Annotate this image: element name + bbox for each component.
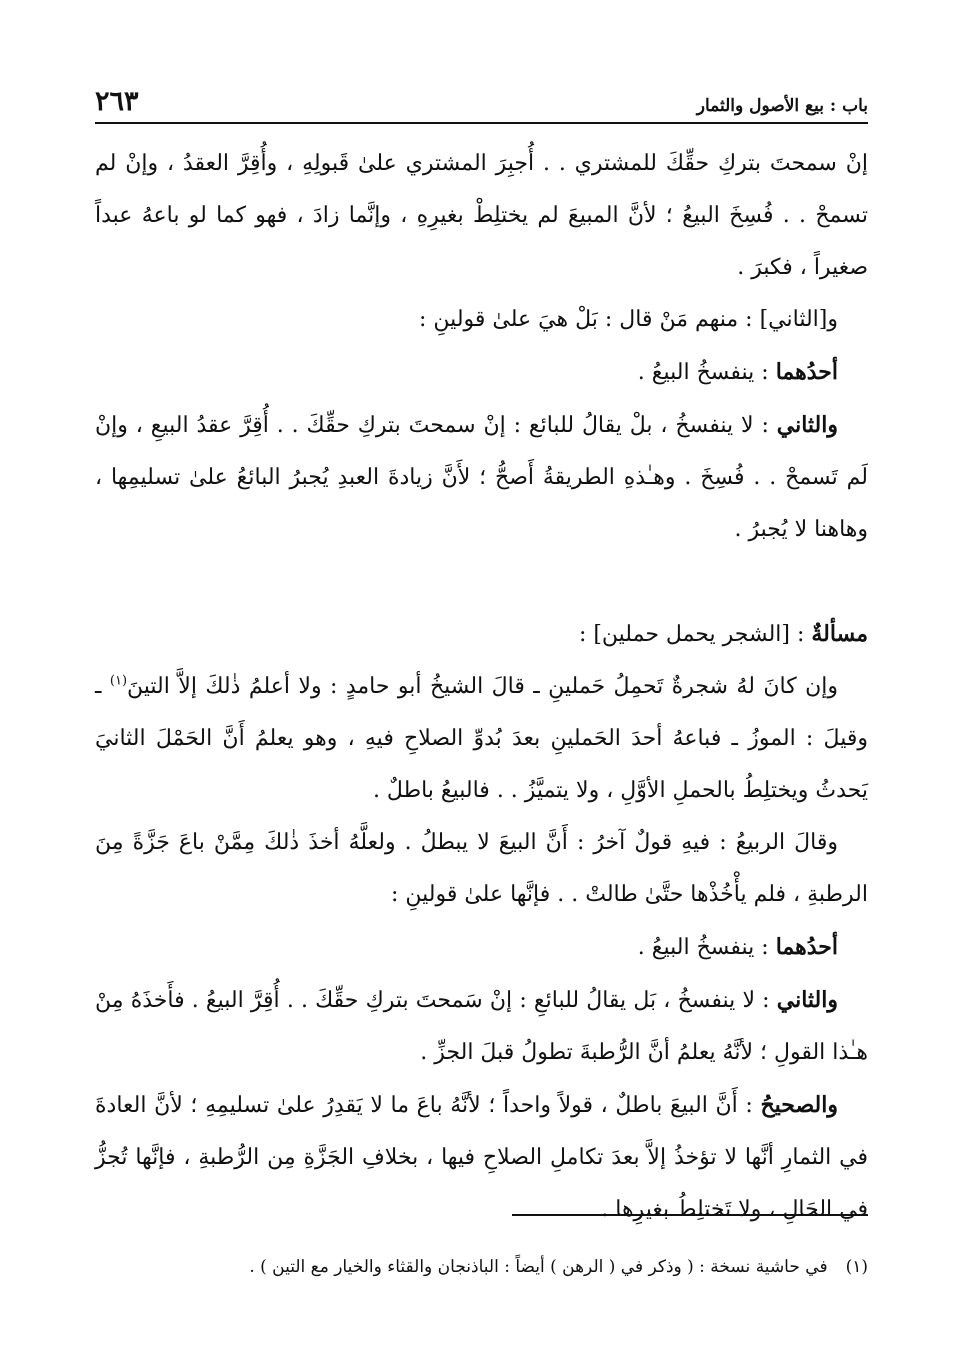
paragraph-lead: أحدُهما: [775, 359, 838, 385]
paragraph-text: و[الثاني] : منهم مَنْ قال : بَلْ هيَ علىٰ قولينِ :: [419, 307, 838, 332]
footnote-text: في حاشية نسخة : ( وذكر في ( الرهن ) أيضاً : الباذنجان والقثاء والخيار مع التين ) .: [249, 1257, 828, 1277]
paragraph-text: : [الشجر يحمل حملين] :: [578, 622, 812, 647]
paragraph: [95, 974, 868, 1079]
footnote-number: (١): [845, 1257, 868, 1277]
paragraph: [95, 1079, 868, 1236]
running-header: [95, 86, 868, 124]
paragraph-lead: مسألةٌ: [811, 621, 868, 647]
paragraph: [95, 138, 868, 294]
section-heading: [95, 608, 868, 661]
paragraph: [95, 294, 868, 346]
paragraph-text: : ينفسخُ البيعُ .: [637, 360, 776, 385]
paragraph: [95, 661, 868, 817]
footnote-reference[interactable]: (١): [109, 673, 128, 689]
chapter-title: باب : بيع الأصول والثمار: [696, 96, 868, 116]
paragraph-lead: أحدُهما: [775, 934, 838, 960]
footnote: [95, 1254, 868, 1280]
paragraph-text-continued: ـ وقيلَ : الموزُ ـ فباعهُ أحدَ الحَملينِ بعدَ بُدوِّ الصلاحِ فيهِ ، وهو يعلمُ أَنَّ الحَمْلَ الثانيَ يَحدثُ ويختلِطُ بالحملِ الأوَّلِ ، ولا يتميَّزُ . . فالبيعُ باطلٌ .: [95, 674, 868, 803]
paragraph-text: وقالَ الربيعُ : فيهِ قولٌ آخرُ : أَنَّ البيعَ لا يبطلُ . ولعلَّهُ أخذَ ذٰلكَ مِمَّنْ باعَ جَزَّةً مِنَ الرطبةِ ، فلم يأْخُذْها حتَّىٰ طالتْ . . فإنَّها علىٰ قولينِ :: [95, 830, 868, 907]
paragraph-lead: والثاني: [776, 412, 838, 438]
paragraph-text: إنْ سمحتَ بتركِ حقِّكَ للمشتري . . أُجبِرَ المشتري علىٰ قَبولِهِ ، وأُقِرَّ العقدُ ، وإنْ لم تسمحْ . . فُسِخَ البيعُ ؛ لأنَّ المبيعَ لم يختلِطْ بغيرِهِ ، وإنَّما زادَ ، فهو كما لو باعهُ عبداً صغيراً ، فكبرَ .: [95, 151, 868, 280]
page-number: ٢٦٣: [95, 86, 139, 117]
paragraph-text: وإن كانَ لهُ شجرةٌ تَحمِلُ حَملينِ ـ قالَ الشيخُ أبو حامدٍ : ولا أعلمُ ذٰلكَ إلاَّ التينَ: [127, 674, 838, 699]
section-spacer: [95, 556, 868, 608]
paragraph-lead: والثاني: [776, 987, 838, 1013]
paragraph-text: : أَنَّ البيعَ باطلٌ ، قولاً واحداً ؛ لأنَّهُ باعَ ما لا يَقدِرُ علىٰ تسليمِهِ ؛ لأنَّ العادةَ في الثمارِ أنَّها لا تؤخذُ إلاَّ بعدَ تكاملِ الصلاحِ فيها ، بخلافِ الجَزَّةِ مِن الرُّطبةِ ، فإنَّها تُجزُّ في الحَالِ ، ولا تَختلِطُ بغيرِها .: [95, 1093, 868, 1222]
paragraph: [95, 921, 868, 974]
paragraph: [95, 817, 868, 921]
paragraph-text: : لا ينفسخُ ، بَل يقالُ للبائعِ : إنْ سَمحتَ بتركِ حقِّكَ . . أُقِرَّ البيعُ . فأَخذَهُ مِنْ هـٰذا القولِ ؛ لأنَّهُ يعلمُ أنَّ الرُّطبةَ تطولُ قبلَ الجزِّ .: [95, 988, 868, 1065]
footnote-divider: [512, 1214, 868, 1216]
paragraph: [95, 346, 868, 399]
paragraph: [95, 399, 868, 556]
paragraph-lead: والصحيحُ: [760, 1092, 838, 1118]
main-text: [95, 138, 868, 1236]
paragraph-text: : ينفسخُ البيعُ .: [637, 935, 776, 960]
paragraph-text: : لا ينفسخُ ، بلْ يقالُ للبائع : إنْ سمحتَ بتركِ حقِّكَ . . أُقِرَّ عقدُ البيعِ ، وإنْ لَم تَسمحْ . . فُسِخَ . وهـٰذهِ الطريقةُ أَصحُّ ؛ لأَنَّ زيادةَ العبدِ يُجبرُ البائعُ علىٰ تسليمِها ، وهاهنا لا يُجبرُ .: [95, 413, 868, 542]
